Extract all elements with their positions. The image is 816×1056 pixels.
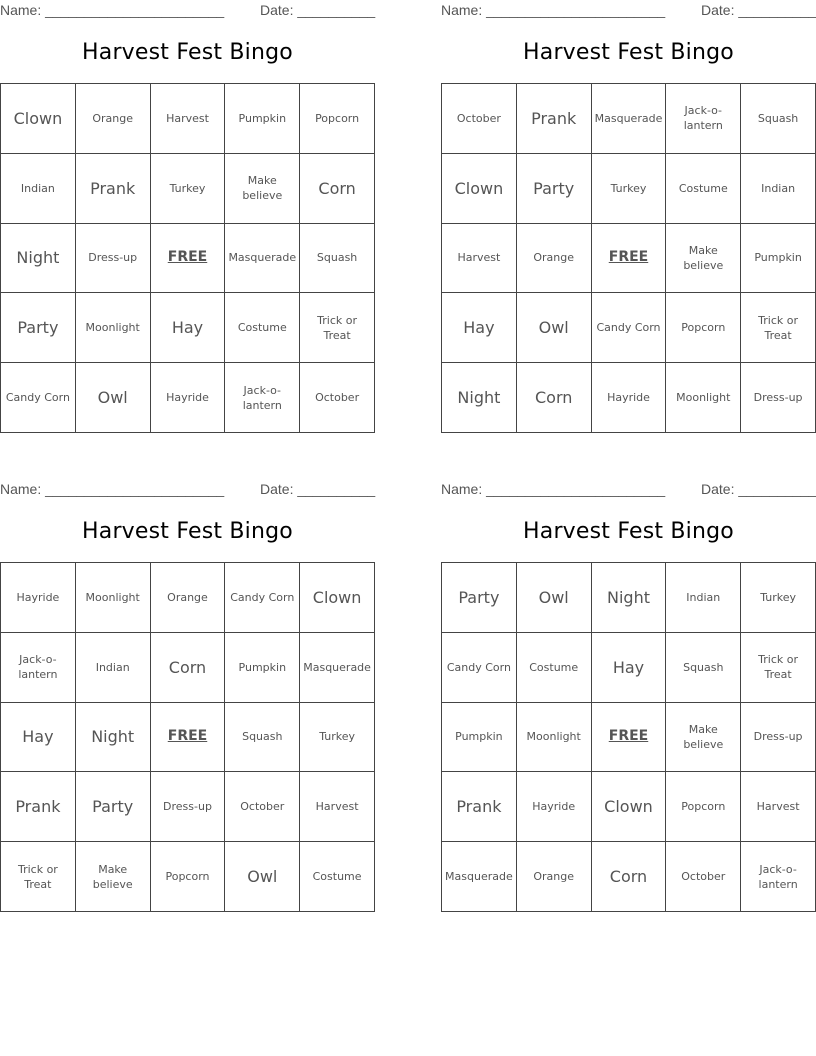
bingo-cell: Prank bbox=[1, 772, 76, 842]
card-header bbox=[441, 481, 816, 499]
bingo-cell: Owl bbox=[516, 563, 591, 633]
bingo-card-1 bbox=[0, 0, 375, 440]
bingo-cell: Candy Corn bbox=[591, 293, 666, 363]
bingo-cell: Dress-up bbox=[741, 363, 816, 433]
bingo-cell: Orange bbox=[75, 84, 150, 154]
bingo-cell: Corn bbox=[516, 363, 591, 433]
bingo-row bbox=[1, 632, 375, 702]
bingo-row bbox=[1, 153, 375, 223]
bingo-cell: October bbox=[666, 842, 741, 912]
card-title: Harvest Fest Bingo bbox=[523, 519, 734, 544]
bingo-cell: Pumpkin bbox=[442, 702, 517, 772]
bingo-cell: Squash bbox=[741, 84, 816, 154]
bingo-row bbox=[442, 842, 816, 912]
bingo-cell: Corn bbox=[591, 842, 666, 912]
bingo-grid bbox=[0, 83, 375, 433]
bingo-cell: Clown bbox=[442, 153, 517, 223]
bingo-cell: Dress-up bbox=[150, 772, 225, 842]
bingo-cell: Party bbox=[1, 293, 76, 363]
bingo-cell: Squash bbox=[300, 223, 375, 293]
bingo-row bbox=[442, 772, 816, 842]
bingo-row bbox=[442, 293, 816, 363]
bingo-cell: Costume bbox=[666, 153, 741, 223]
bingo-cell: Night bbox=[1, 223, 76, 293]
card-title: Harvest Fest Bingo bbox=[82, 40, 293, 65]
free-space: FREE bbox=[591, 223, 666, 293]
bingo-cell: Jack-o-lantern bbox=[225, 363, 300, 433]
bingo-cell: Make believe bbox=[225, 153, 300, 223]
bingo-row bbox=[1, 842, 375, 912]
bingo-cell: Dress-up bbox=[75, 223, 150, 293]
bingo-cell: Corn bbox=[150, 632, 225, 702]
bingo-cell: Trick or Treat bbox=[1, 842, 76, 912]
bingo-row bbox=[442, 84, 816, 154]
bingo-cell: Make believe bbox=[666, 702, 741, 772]
bingo-cell: Clown bbox=[591, 772, 666, 842]
free-space: FREE bbox=[591, 702, 666, 772]
bingo-cell: Trick or Treat bbox=[741, 632, 816, 702]
bingo-cell: Indian bbox=[1, 153, 76, 223]
bingo-row bbox=[1, 563, 375, 633]
bingo-row bbox=[442, 153, 816, 223]
bingo-card-3 bbox=[0, 479, 375, 919]
bingo-cell: Make believe bbox=[75, 842, 150, 912]
bingo-cell: Hay bbox=[591, 632, 666, 702]
bingo-cell: Jack-o-lantern bbox=[741, 842, 816, 912]
bingo-row bbox=[1, 772, 375, 842]
bingo-cell: Turkey bbox=[150, 153, 225, 223]
card-title: Harvest Fest Bingo bbox=[523, 40, 734, 65]
bingo-cell: Moonlight bbox=[75, 563, 150, 633]
bingo-cell: Moonlight bbox=[666, 363, 741, 433]
bingo-cell: Party bbox=[75, 772, 150, 842]
bingo-cell: Turkey bbox=[300, 702, 375, 772]
card-header bbox=[0, 2, 375, 20]
free-space: FREE bbox=[150, 223, 225, 293]
bingo-grid bbox=[441, 562, 816, 912]
bingo-cell: Party bbox=[516, 153, 591, 223]
name-field: Name: _______________________ bbox=[0, 2, 225, 18]
bingo-cell: Squash bbox=[225, 702, 300, 772]
bingo-cell: Clown bbox=[1, 84, 76, 154]
bingo-cell: Night bbox=[75, 702, 150, 772]
bingo-cell: Prank bbox=[75, 153, 150, 223]
bingo-cell: Jack-o-lantern bbox=[666, 84, 741, 154]
bingo-cell: Indian bbox=[75, 632, 150, 702]
bingo-cell: Hayride bbox=[516, 772, 591, 842]
card-header bbox=[441, 2, 816, 20]
bingo-cell: Owl bbox=[75, 363, 150, 433]
bingo-cell: Hay bbox=[1, 702, 76, 772]
bingo-cell: Jack-o-lantern bbox=[1, 632, 76, 702]
date-field: Date: __________ bbox=[260, 2, 376, 18]
bingo-cell: Turkey bbox=[591, 153, 666, 223]
bingo-cell: Harvest bbox=[442, 223, 517, 293]
bingo-cell: Prank bbox=[516, 84, 591, 154]
free-space: FREE bbox=[150, 702, 225, 772]
bingo-cell: Popcorn bbox=[666, 293, 741, 363]
bingo-cell: Hayride bbox=[150, 363, 225, 433]
date-field: Date: __________ bbox=[260, 481, 376, 497]
name-field: Name: _______________________ bbox=[441, 481, 666, 497]
bingo-cell: Hay bbox=[442, 293, 517, 363]
name-field: Name: _______________________ bbox=[441, 2, 666, 18]
bingo-cell: Harvest bbox=[741, 772, 816, 842]
bingo-cell: Candy Corn bbox=[1, 363, 76, 433]
bingo-cell: Owl bbox=[516, 293, 591, 363]
bingo-cell: Trick or Treat bbox=[300, 293, 375, 363]
bingo-cell: Corn bbox=[300, 153, 375, 223]
bingo-cell: Moonlight bbox=[75, 293, 150, 363]
bingo-grid bbox=[0, 562, 375, 912]
bingo-cell: Hayride bbox=[591, 363, 666, 433]
bingo-cell: Moonlight bbox=[516, 702, 591, 772]
bingo-cell: Costume bbox=[225, 293, 300, 363]
bingo-cell: Popcorn bbox=[300, 84, 375, 154]
bingo-grid bbox=[441, 83, 816, 433]
bingo-cell: Masquerade bbox=[225, 223, 300, 293]
card-title: Harvest Fest Bingo bbox=[82, 519, 293, 544]
bingo-cell: Night bbox=[591, 563, 666, 633]
card-header bbox=[0, 481, 375, 499]
bingo-card-2 bbox=[441, 0, 816, 440]
bingo-cell: Clown bbox=[300, 563, 375, 633]
bingo-row bbox=[442, 223, 816, 293]
bingo-cell: Turkey bbox=[741, 563, 816, 633]
bingo-cell: Costume bbox=[516, 632, 591, 702]
bingo-cell: October bbox=[225, 772, 300, 842]
bingo-card-4 bbox=[441, 479, 816, 919]
bingo-row bbox=[1, 223, 375, 293]
bingo-cell: Harvest bbox=[300, 772, 375, 842]
bingo-row bbox=[1, 702, 375, 772]
bingo-cell: Orange bbox=[150, 563, 225, 633]
bingo-cell: Night bbox=[442, 363, 517, 433]
bingo-cell: October bbox=[442, 84, 517, 154]
bingo-cell: Masquerade bbox=[591, 84, 666, 154]
bingo-row bbox=[442, 632, 816, 702]
bingo-cell: Masquerade bbox=[300, 632, 375, 702]
bingo-row bbox=[442, 702, 816, 772]
bingo-cell: Costume bbox=[300, 842, 375, 912]
bingo-cell: Candy Corn bbox=[442, 632, 517, 702]
bingo-cell: Dress-up bbox=[741, 702, 816, 772]
bingo-cell: Party bbox=[442, 563, 517, 633]
bingo-row bbox=[442, 363, 816, 433]
bingo-row bbox=[1, 293, 375, 363]
bingo-cell: Masquerade bbox=[442, 842, 517, 912]
bingo-cell: Orange bbox=[516, 842, 591, 912]
bingo-cell: Prank bbox=[442, 772, 517, 842]
bingo-cell: Pumpkin bbox=[225, 632, 300, 702]
bingo-cell: Harvest bbox=[150, 84, 225, 154]
bingo-row bbox=[442, 563, 816, 633]
bingo-cell: Candy Corn bbox=[225, 563, 300, 633]
bingo-cell: Pumpkin bbox=[225, 84, 300, 154]
date-field: Date: __________ bbox=[701, 481, 816, 497]
bingo-cell: Orange bbox=[516, 223, 591, 293]
date-field: Date: __________ bbox=[701, 2, 816, 18]
bingo-cell: Popcorn bbox=[666, 772, 741, 842]
bingo-cell: Make believe bbox=[666, 223, 741, 293]
bingo-cell: Trick or Treat bbox=[741, 293, 816, 363]
bingo-cell: October bbox=[300, 363, 375, 433]
bingo-cell: Popcorn bbox=[150, 842, 225, 912]
bingo-row bbox=[1, 363, 375, 433]
bingo-cell: Owl bbox=[225, 842, 300, 912]
name-field: Name: _______________________ bbox=[0, 481, 225, 497]
bingo-cell: Indian bbox=[666, 563, 741, 633]
bingo-row bbox=[1, 84, 375, 154]
bingo-cell: Pumpkin bbox=[741, 223, 816, 293]
bingo-cell: Hay bbox=[150, 293, 225, 363]
bingo-cell: Squash bbox=[666, 632, 741, 702]
bingo-cell: Indian bbox=[741, 153, 816, 223]
bingo-cell: Hayride bbox=[1, 563, 76, 633]
